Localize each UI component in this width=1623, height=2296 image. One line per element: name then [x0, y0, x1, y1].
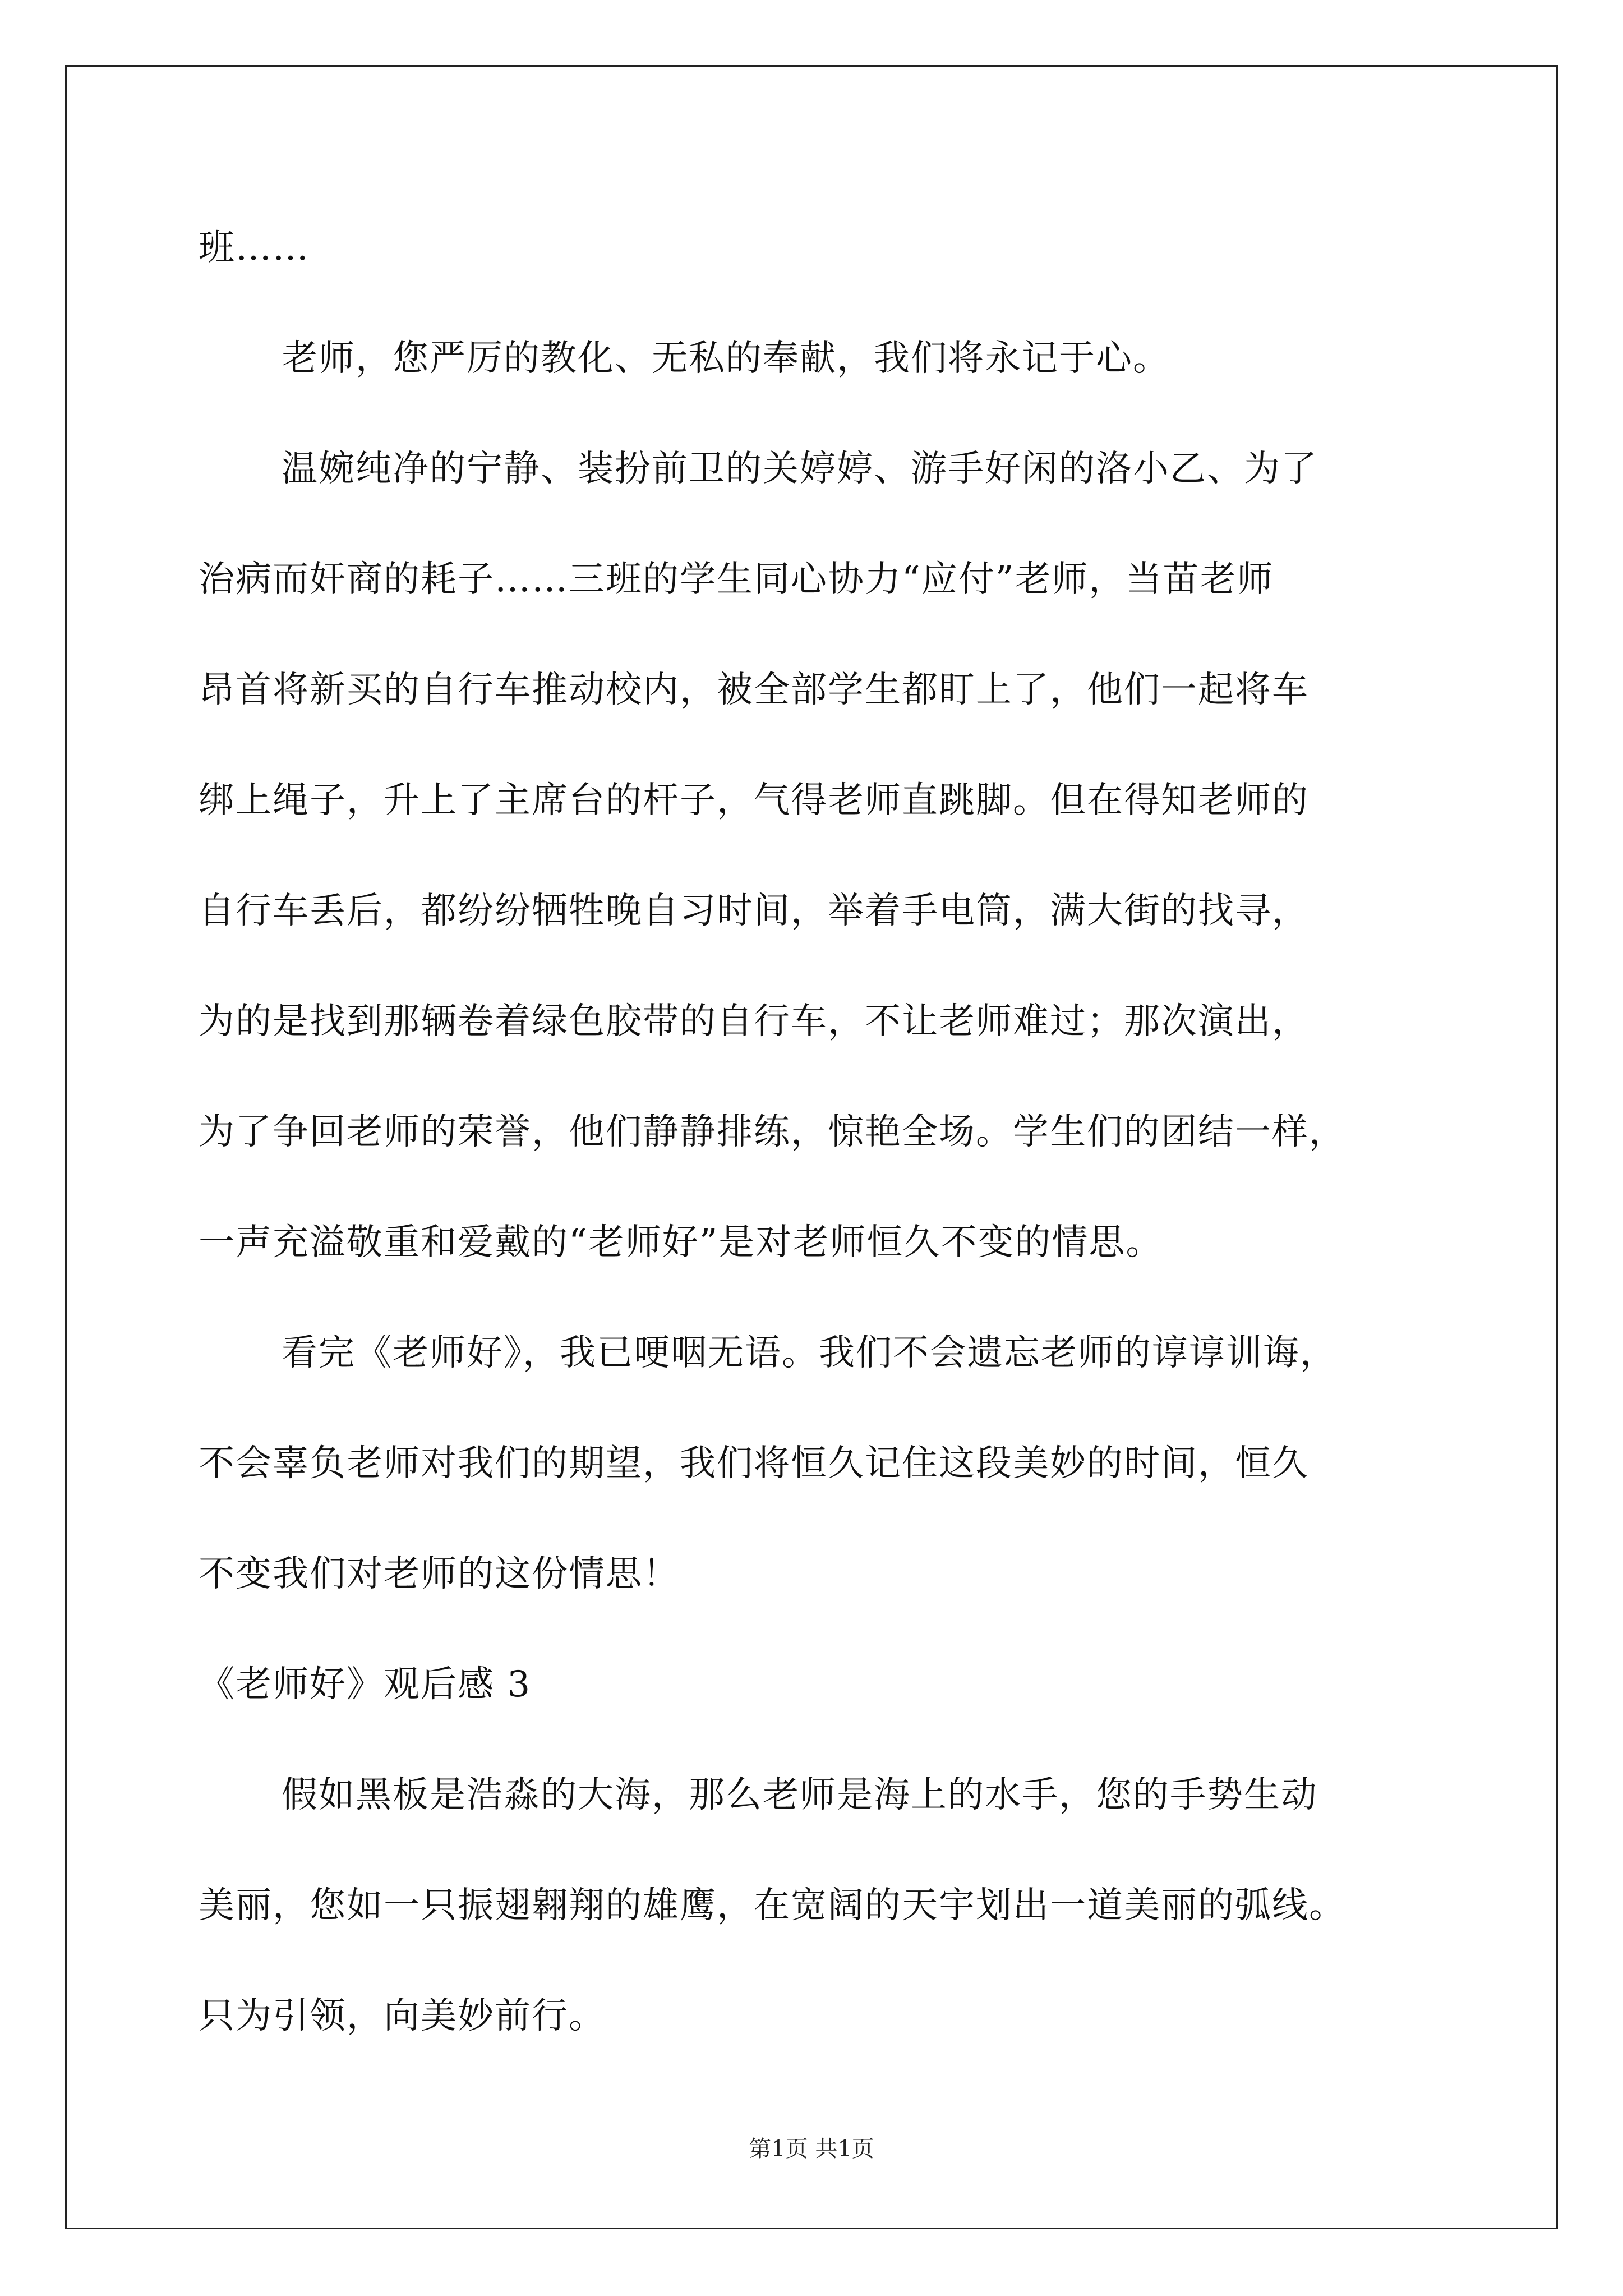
paragraph-first-line: 温婉纯净的宁静、装扮前卫的关婷婷、游手好闲的洛小乙、为了: [282, 448, 1318, 490]
section-heading: 《老师好》观后感 3: [199, 1664, 532, 1705]
text-line: 绑上绳子，升上了主席台的杆子，气得老师直跳脚。但在得知老师的: [199, 780, 1309, 821]
text-line: 治病而奸商的耗子……三班的学生同心协力“应付”老师，当苗老师: [199, 559, 1274, 600]
paragraph-first-line: 看完《老师好》，我已哽咽无语。我们不会遗忘老师的谆谆训诲，: [282, 1332, 1337, 1374]
text-line: 自行车丢后，都纷纷牺牲晚自习时间，举着手电筒，满大街的找寻，: [199, 890, 1309, 932]
text-line: 一声充溢敬重和爱戴的“老师好”是对老师恒久不变的情思。: [199, 1222, 1163, 1263]
text-line: 不变我们对老师的这份情思！: [199, 1553, 680, 1595]
text-line: 美丽，您如一只振翅翱翔的雄鹰，在宽阔的天宇划出一道美丽的弧线。: [199, 1885, 1346, 1926]
paragraph-first-line: 老师，您严厉的教化、无私的奉献，我们将永记于心。: [282, 338, 1170, 379]
paragraph-first-line: 假如黑板是浩淼的大海，那么老师是海上的水手，您的手势生动: [282, 1774, 1318, 1816]
text-line: 为的是找到那辆卷着绿色胶带的自行车，不让老师难过；那次演出，: [199, 1001, 1309, 1042]
text-line: 昂首将新买的自行车推动校内，被全部学生都盯上了，他们一起将车: [199, 669, 1309, 711]
text-line: 只为引领，向美妙前行。: [199, 1995, 606, 2037]
text-line: 不会辜负老师对我们的期望，我们将恒久记住这段美妙的时间，恒久: [199, 1443, 1309, 1484]
text-line: 为了争回老师的荣誉，他们静静排练，惊艳全场。学生们的团结一样，: [199, 1111, 1346, 1153]
text-line: 班……: [199, 227, 310, 269]
page-footer: 第1页 共1页: [749, 2136, 874, 2162]
